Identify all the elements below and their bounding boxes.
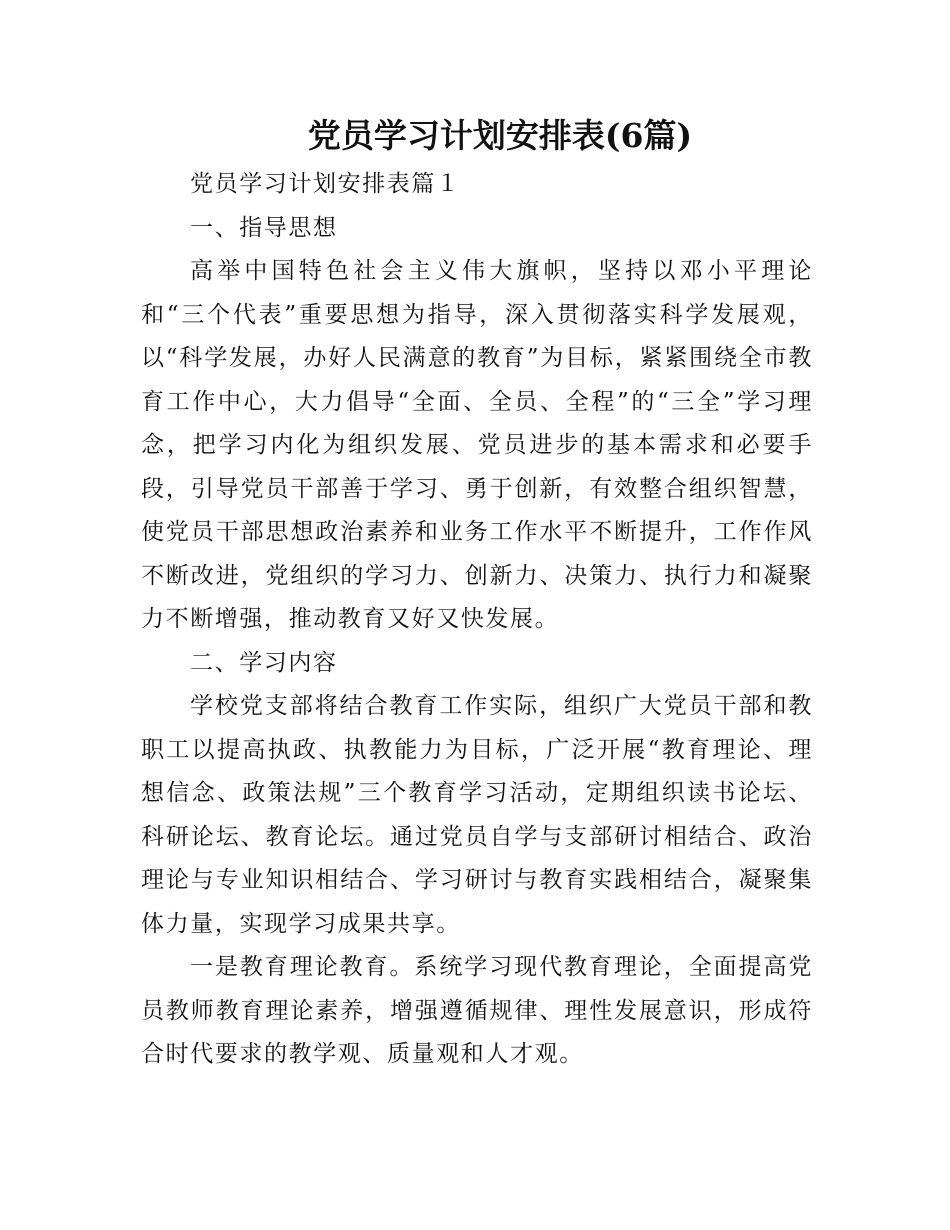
part-two-paragraph: 学校党支部将结合教育工作实际，组织广大党员干部和教职工以提高执政、执教能力为目标，广泛开展“教育理论、理想信念、政策法规”三个教育学习活动，定期组织读书论坛、科研论坛、教育论坛。通过党员自学与支部研讨相结合、政治理论与专业知识相结合、学习研讨与教育实践相结合，凝聚集体力量，实现学习成果共享。	[141, 693, 813, 937]
section-heading: 党员学习计划安排表篇１	[190, 171, 461, 197]
item-one-paragraph: 一是教育理论教育。系统学习现代教育理论，全面提高党员教师教育理论素养，增强遵循规律、理性发展意识，形成符合时代要求的教学观、质量观和人才观。	[141, 954, 813, 1067]
part-two-heading: 二、学习内容	[190, 649, 338, 676]
document-body	[141, 163, 813, 1077]
part-one-paragraph: 高举中国特色社会主义伟大旗帜，坚持以邓小平理论和“三个代表”重要思想为指导，深入贯彻落实科学发展观，以“科学发展，办好人民满意的教育”为目标，紧紧围绕全市教育工作中心，大力倡导“全面、全员、全程”的“三全”学习理念，把学习内化为组织发展、党员进步的基本需求和必要手段，引导党员干部善于学习、勇于创新，有效整合组织智慧，使党员干部思想政治素养和业务工作水平不断提升，工作作风不断改进，党组织的学习力、创新力、决策力、执行力和凝聚力不断增强，推动教育又好又快发展。	[141, 258, 813, 632]
part-one-heading: 一、指导思想	[190, 214, 338, 241]
document-title: 党员学习计划安排表(6篇)	[307, 116, 693, 155]
